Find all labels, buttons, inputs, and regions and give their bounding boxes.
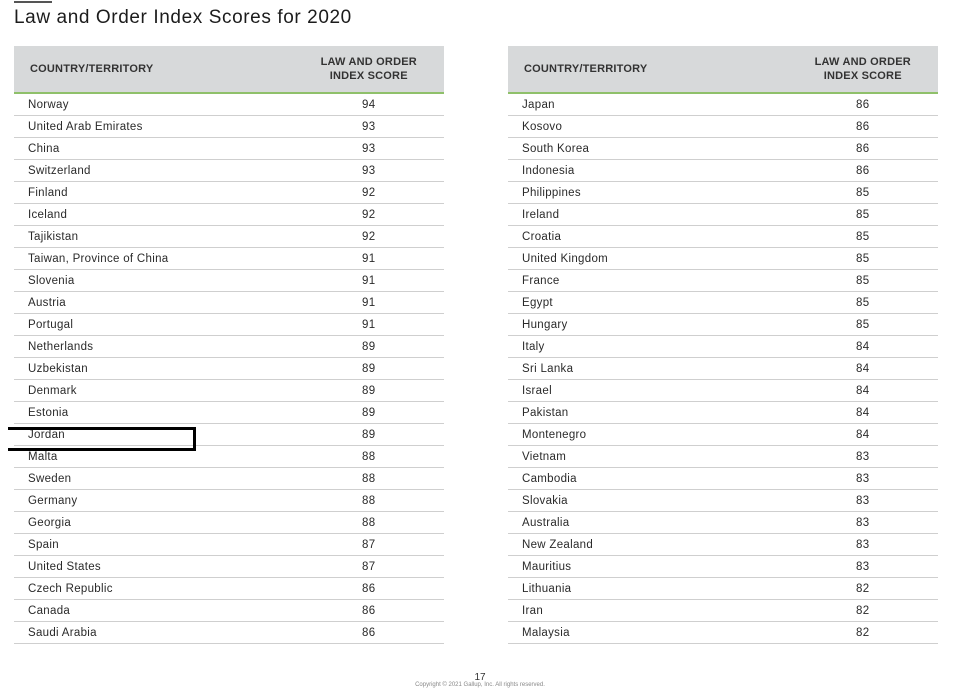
scores-table-left: [14, 46, 444, 644]
score-cell: 85: [788, 182, 939, 204]
table-row: [508, 380, 938, 402]
score-cell: 93: [294, 160, 445, 182]
score-cell: 83: [788, 512, 939, 534]
score-cell: 86: [294, 622, 445, 644]
score-cell: 92: [294, 226, 445, 248]
table-row: [508, 622, 938, 644]
copyright-notice: Copyright © 2021 Gallup, Inc. All rights reserved.: [415, 682, 545, 688]
country-cell: Saudi Arabia: [14, 622, 294, 644]
table-row: [508, 314, 938, 336]
table-row: [508, 446, 938, 468]
header-row: [14, 46, 444, 93]
table-row: [508, 182, 938, 204]
score-cell: 85: [788, 292, 939, 314]
country-cell: Slovenia: [14, 270, 294, 292]
country-cell: Australia: [508, 512, 788, 534]
score-cell: 86: [788, 116, 939, 138]
table-row: [508, 226, 938, 248]
country-cell: Japan: [508, 93, 788, 116]
table-row: [508, 534, 938, 556]
country-cell: Vietnam: [508, 446, 788, 468]
score-cell: 84: [788, 424, 939, 446]
country-cell: Austria: [14, 292, 294, 314]
score-cell: 86: [294, 600, 445, 622]
country-cell: Slovakia: [508, 490, 788, 512]
score-header-line2: INDEX SCORE: [823, 70, 902, 82]
score-cell: 88: [294, 490, 445, 512]
country-cell: United Arab Emirates: [14, 116, 294, 138]
scores-table-right: [508, 46, 938, 644]
country-cell: Kosovo: [508, 116, 788, 138]
score-cell: 91: [294, 270, 445, 292]
country-cell: New Zealand: [508, 534, 788, 556]
table-row: [14, 600, 444, 622]
table-row: [14, 556, 444, 578]
table-row: [14, 622, 444, 644]
top-rule: [14, 1, 52, 3]
page-title: Law and Order Index Scores for 2020: [14, 7, 352, 28]
country-cell: Malta: [14, 446, 294, 468]
score-cell: 82: [788, 578, 939, 600]
table-row: [508, 512, 938, 534]
country-cell: Czech Republic: [14, 578, 294, 600]
score-cell: 83: [788, 490, 939, 512]
score-cell: 89: [294, 380, 445, 402]
country-cell: United States: [14, 556, 294, 578]
table-row: [14, 116, 444, 138]
country-cell: Netherlands: [14, 336, 294, 358]
table-row: [14, 138, 444, 160]
country-cell: Mauritius: [508, 556, 788, 578]
score-cell: 91: [294, 292, 445, 314]
table-row: [14, 248, 444, 270]
table-row: [14, 468, 444, 490]
table-row: [14, 226, 444, 248]
table-row: [508, 468, 938, 490]
score-cell: 89: [294, 336, 445, 358]
score-cell: 83: [788, 534, 939, 556]
table-row: [508, 358, 938, 380]
table-row: [508, 490, 938, 512]
score-cell: 88: [294, 468, 445, 490]
table-row: [508, 402, 938, 424]
score-column-header: [788, 46, 939, 93]
score-cell: 83: [788, 556, 939, 578]
score-cell: 86: [788, 138, 939, 160]
table-row: [508, 424, 938, 446]
table-row: [508, 204, 938, 226]
table-row: [14, 446, 444, 468]
country-cell: Lithuania: [508, 578, 788, 600]
country-cell: Tajikistan: [14, 226, 294, 248]
table-row: [14, 336, 444, 358]
country-column-header: COUNTRY/TERRITORY: [14, 46, 294, 93]
country-cell: Egypt: [508, 292, 788, 314]
score-header-line1: LAW AND ORDER: [320, 56, 417, 68]
table-row: [14, 490, 444, 512]
score-cell: 84: [788, 402, 939, 424]
score-cell: 85: [788, 314, 939, 336]
table-row: [508, 160, 938, 182]
score-cell: 86: [788, 160, 939, 182]
country-column-header: COUNTRY/TERRITORY: [508, 46, 788, 93]
score-header-line1: LAW AND ORDER: [814, 56, 911, 68]
table-row: [14, 204, 444, 226]
country-cell: Italy: [508, 336, 788, 358]
score-cell: 85: [788, 270, 939, 292]
left-table-body: [14, 93, 444, 644]
table-row: [14, 292, 444, 314]
score-header-line2: INDEX SCORE: [329, 70, 408, 82]
country-cell: Iceland: [14, 204, 294, 226]
table-row: [508, 116, 938, 138]
country-cell: South Korea: [508, 138, 788, 160]
score-cell: 92: [294, 182, 445, 204]
score-cell: 83: [788, 446, 939, 468]
score-cell: 93: [294, 138, 445, 160]
score-cell: 84: [788, 336, 939, 358]
table-row: [14, 270, 444, 292]
score-cell: 91: [294, 314, 445, 336]
table-row: [508, 270, 938, 292]
country-cell: Israel: [508, 380, 788, 402]
table-row: [14, 160, 444, 182]
table-row: [508, 336, 938, 358]
table-row: [14, 182, 444, 204]
country-cell: Uzbekistan: [14, 358, 294, 380]
country-cell: Spain: [14, 534, 294, 556]
country-cell: Estonia: [14, 402, 294, 424]
score-cell: 85: [788, 226, 939, 248]
score-cell: 84: [788, 380, 939, 402]
score-cell: 92: [294, 204, 445, 226]
score-cell: 86: [294, 578, 445, 600]
score-cell: 87: [294, 556, 445, 578]
country-cell: Canada: [14, 600, 294, 622]
table-row: [14, 358, 444, 380]
country-cell: Philippines: [508, 182, 788, 204]
score-cell: 85: [788, 204, 939, 226]
table-row: [14, 534, 444, 556]
table-row: [14, 424, 444, 446]
country-cell: Ireland: [508, 204, 788, 226]
country-cell: Norway: [14, 93, 294, 116]
score-cell: 94: [294, 93, 445, 116]
score-cell: 86: [788, 93, 939, 116]
score-cell: 89: [294, 402, 445, 424]
country-cell: Taiwan, Province of China: [14, 248, 294, 270]
table-row: [508, 292, 938, 314]
country-cell: Sweden: [14, 468, 294, 490]
table-row: [14, 512, 444, 534]
country-cell: Cambodia: [508, 468, 788, 490]
score-cell: 89: [294, 358, 445, 380]
country-cell: Jordan: [14, 424, 294, 446]
table-row: [508, 138, 938, 160]
score-cell: 91: [294, 248, 445, 270]
score-cell: 85: [788, 248, 939, 270]
table-row: [508, 556, 938, 578]
score-cell: 84: [788, 358, 939, 380]
table-row: [508, 600, 938, 622]
right-table-body: [508, 93, 938, 644]
country-cell: Pakistan: [508, 402, 788, 424]
country-cell: Malaysia: [508, 622, 788, 644]
score-cell: 88: [294, 512, 445, 534]
country-cell: Finland: [14, 182, 294, 204]
table-row: [14, 402, 444, 424]
country-cell: China: [14, 138, 294, 160]
table-row: [14, 578, 444, 600]
score-cell: 87: [294, 534, 445, 556]
country-cell: Portugal: [14, 314, 294, 336]
table-row: [508, 248, 938, 270]
score-cell: 89: [294, 424, 445, 446]
score-cell: 88: [294, 446, 445, 468]
country-cell: Montenegro: [508, 424, 788, 446]
country-cell: Germany: [14, 490, 294, 512]
country-cell: United Kingdom: [508, 248, 788, 270]
score-cell: 82: [788, 600, 939, 622]
table-row: [14, 314, 444, 336]
country-cell: Iran: [508, 600, 788, 622]
page-number: 17: [474, 672, 486, 683]
country-cell: Sri Lanka: [508, 358, 788, 380]
country-cell: Switzerland: [14, 160, 294, 182]
country-cell: Georgia: [14, 512, 294, 534]
table-row: [14, 93, 444, 116]
score-column-header: [294, 46, 445, 93]
country-cell: Hungary: [508, 314, 788, 336]
country-cell: Denmark: [14, 380, 294, 402]
country-cell: Indonesia: [508, 160, 788, 182]
table-row: [508, 93, 938, 116]
score-cell: 93: [294, 116, 445, 138]
country-cell: Croatia: [508, 226, 788, 248]
score-cell: 83: [788, 468, 939, 490]
table-row: [508, 578, 938, 600]
country-cell: France: [508, 270, 788, 292]
score-cell: 82: [788, 622, 939, 644]
header-row: [508, 46, 938, 93]
table-row: [14, 380, 444, 402]
